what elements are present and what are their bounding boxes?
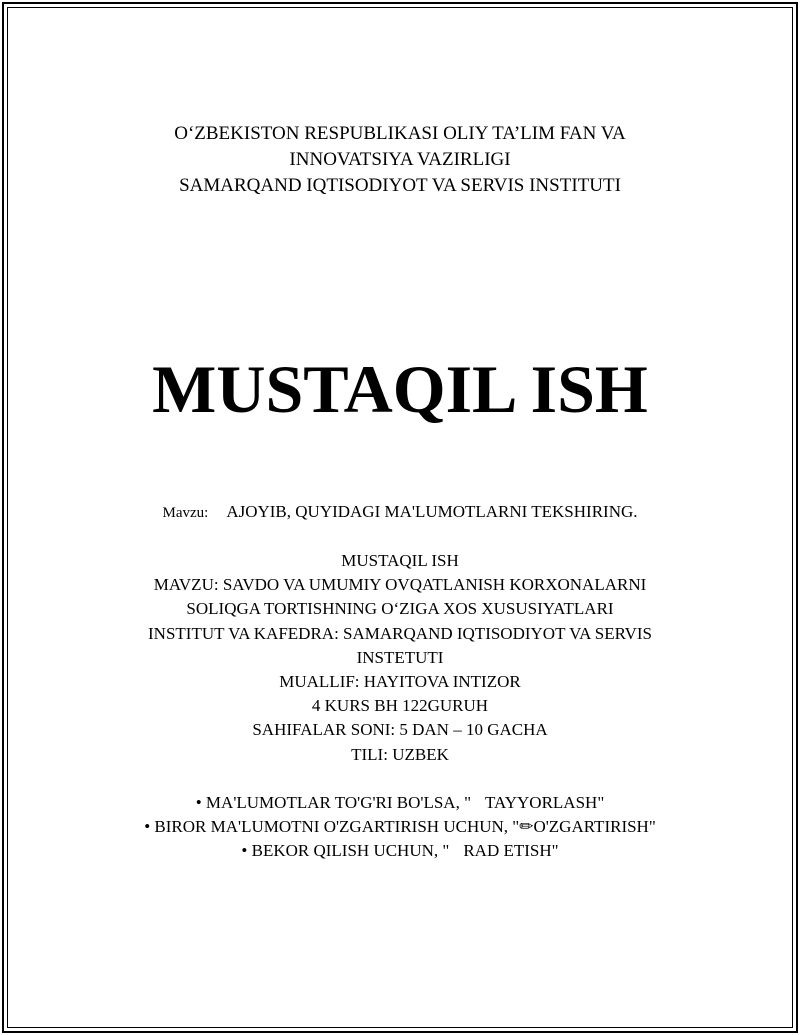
details-line: MAVZU: SAVDO VA UMUMIY OVQATLANISH KORXONALARNI bbox=[153, 575, 647, 595]
details-line: INSTITUT VA KAFEDRA: SAMARQAND IQTISODIYOT VA SERVIS bbox=[148, 623, 652, 643]
confirm-prefix: • MA'LUMOTLAR TO'G'RI BO'LSA, " bbox=[195, 793, 472, 812]
document-details bbox=[0, 549, 800, 767]
details-line: 4 KURS BH 122GURUH bbox=[311, 696, 489, 716]
topic-text: AJOYIB, QUYIDAGI MA'LUMOTLARNI TEKSHIRING. bbox=[226, 502, 638, 521]
edit-action: • BIROR MA'LUMOTNI O'ZGARTIRISH UCHUN, "✏O'ZGARTIRISH" bbox=[144, 817, 656, 836]
confirm-action: TAYYORLASH" bbox=[485, 793, 605, 812]
action-instructions bbox=[0, 791, 800, 863]
details-line: SOLIQGA TORTISHNING O‘ZIGA XOS XUSUSIYATLARI bbox=[186, 599, 614, 619]
header-line-1: O‘ZBEKISTON RESPUBLIKASI OLIY TA’LIM FAN VA bbox=[174, 123, 626, 144]
cancel-action: RAD ETISH" bbox=[463, 841, 559, 860]
confirm-instruction bbox=[0, 791, 800, 815]
institution-header bbox=[0, 121, 800, 199]
edit-instruction bbox=[0, 815, 800, 839]
cancel-instruction bbox=[0, 839, 800, 863]
document-title: MUSTAQIL ISH bbox=[152, 351, 648, 427]
header-line-3: SAMARQAND IQTISODIYOT VA SERVIS INSTITUTI bbox=[179, 175, 621, 196]
details-line: TILI: UZBEK bbox=[351, 744, 449, 764]
details-line: MUALLIF: HAYITOVA INTIZOR bbox=[279, 672, 521, 692]
topic-label: Mavzu: bbox=[162, 505, 209, 521]
details-line: MUSTAQIL ISH bbox=[341, 551, 459, 570]
header-line-2: INNOVATSIYA VAZIRLIGI bbox=[289, 149, 511, 170]
details-line: INSTETUTI bbox=[356, 647, 444, 667]
details-line: SAHIFALAR SONI: 5 DAN – 10 GACHA bbox=[252, 720, 548, 740]
topic-line bbox=[0, 501, 800, 524]
cancel-prefix: • BEKOR QILISH UCHUN, " bbox=[241, 841, 450, 860]
